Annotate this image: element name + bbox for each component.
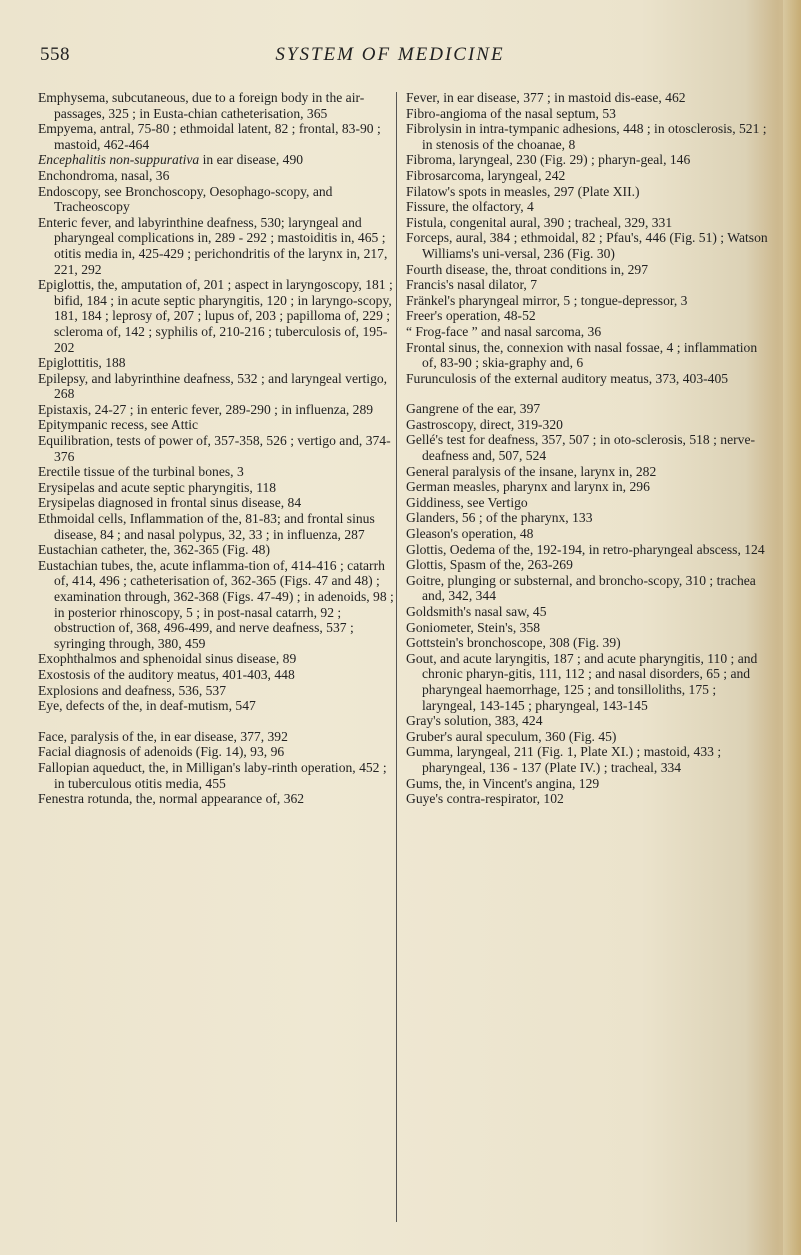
index-entry: Fallopian aqueduct, the, in Milligan's laby-rinth operation, 452 ; in tuberculous otitis media, 455: [38, 759, 387, 791]
index-entry: Enteric fever, and labyrinthine deafness, 530; laryngeal and pharyngeal complications in, 289 - 292 ; mastoiditis in, 465 ; otitis media in, 425-429 ; perichondritis of the larynx in, 217, 221, 292: [38, 214, 388, 277]
index-entry: Encephalitis non-suppurativa in ear disease, 490: [38, 152, 304, 168]
index-entry: Facial diagnosis of adenoids (Fig. 14), 93, 96: [38, 744, 285, 760]
index-entry: Fibro-angioma of the nasal septum, 53: [406, 105, 616, 121]
index-entry: Ethmoidal cells, Inflammation of the, 81-83; and frontal sinus disease, 84 ; and nasal polypus, 32, 33 ; in influenza, 287: [38, 511, 375, 542]
index-entry: Epiglottitis, 188: [38, 355, 126, 371]
index-entry: Explosions and deafness, 536, 537: [38, 682, 227, 698]
running-title: SYSTEM OF MEDICINE: [275, 44, 505, 65]
index-entry: Fibrolysin in intra-tympanic adhesions, 448 ; in otosclerosis, 521 ; in stenosis of the choanae, 8: [406, 121, 767, 152]
index-entry: Francis's nasal dilator, 7: [406, 277, 538, 293]
index-entry: Goldsmith's nasal saw, 45: [406, 604, 547, 619]
index-entry: Erysipelas diagnosed in frontal sinus disease, 84: [38, 495, 302, 511]
index-entry: Fever, in ear disease, 377 ; in mastoid dis-ease, 462: [406, 90, 686, 105]
index-entry: Epistaxis, 24-27 ; in enteric fever, 289-290 ; in influenza, 289: [38, 401, 374, 417]
index-entry: Gleason's operation, 48: [406, 526, 534, 542]
section-gap: [406, 386, 770, 401]
index-entry: Glottis, Spasm of the, 263-269: [406, 557, 573, 573]
index-entry: Gumma, laryngeal, 211 (Fig. 1, Plate XI.) ; mastoid, 433 ; pharyngeal, 136 - 137 (Plate IV.) ; tracheal, 334: [406, 744, 722, 775]
index-entry: “ Frog-face ” and nasal sarcoma, 36: [406, 323, 602, 339]
running-header: [40, 44, 740, 74]
index-entry: Furunculosis of the external auditory meatus, 373, 403-405: [406, 370, 729, 386]
index-entry: Fenestra rotunda, the, normal appearance of, 362: [38, 791, 305, 807]
index-entry: Epitympanic recess, see Attic: [38, 417, 199, 433]
index-entry: Goniometer, Stein's, 358: [406, 619, 541, 635]
index-column-left: [38, 90, 398, 807]
column-divider: [396, 92, 397, 1222]
index-entry: Frontal sinus, the, connexion with nasal fossae, 4 ; inflammation of, 83-90 ; skia-graphy and, 6: [406, 339, 758, 371]
index-entry: Emphysema, subcutaneous, due to a foreign body in the air-passages, 325 ; in Eusta-chian catheterisation, 365: [38, 90, 365, 121]
index-entry: Fourth disease, the, throat conditions in, 297: [406, 261, 649, 277]
index-entry: Epilepsy, and labyrinthine deafness, 532 ; and laryngeal vertigo, 268: [38, 370, 388, 402]
index-entry: Erysipelas and acute septic pharyngitis, 118: [38, 479, 277, 495]
index-entry: Equilibration, tests of power of, 357-358, 526 ; vertigo and, 374-376: [38, 433, 391, 464]
index-entry: Gellé's test for deafness, 357, 507 ; in oto-sclerosis, 518 ; nerve-deafness and, 507, 524: [406, 432, 756, 464]
index-entry: Gangrene of the ear, 397: [406, 401, 541, 417]
page-number: 558: [40, 44, 70, 65]
index-entry: Glottis, Oedema of the, 192-194, in retro-pharyngeal abscess, 124: [406, 541, 765, 557]
index-entry: Fistula, congenital aural, 390 ; tracheal, 329, 331: [406, 214, 673, 230]
index-entry: Exostosis of the auditory meatus, 401-403, 448: [38, 666, 295, 682]
index-entry: Epiglottis, the, amputation of, 201 ; aspect in laryngoscopy, 181 ; bifid, 184 ; in acute septic pharyngitis, 120 ; in laryngo-scopy, 181, 184 ; leprosy of, 207 ; lupus of, 203 ; papilloma of, 229 ; scleroma of, 142 ; syphilis of, 210-216 ; tuberculosis of, 195-202: [38, 277, 393, 355]
index-entry: Giddiness, see Vertigo: [406, 494, 528, 510]
index-entry: Guye's contra-respirator, 102: [406, 791, 564, 807]
index-column-right: [406, 90, 770, 807]
section-gap: [38, 714, 398, 729]
index-entry: Exophthalmos and sphenoidal sinus disease, 89: [38, 651, 297, 667]
index-entry: Fissure, the olfactory, 4: [406, 199, 534, 215]
index-entry: Filatow's spots in measles, 297 (Plate XII.): [406, 183, 640, 199]
index-entry: Gottstein's bronchoscope, 308 (Fig. 39): [406, 635, 621, 651]
index-entry: Eustachian tubes, the, acute inflamma-tion of, 414-416 ; catarrh of, 414, 496 ; catheterisation of, 362-365 (Figs. 47 and 48) ; examination through, 362-368 (Figs. 47-49) ; in adenoids, 98 ; in posterior rhinoscopy, 5 ; in post-nasal catarrh, 92 ; obstruction of, 368, 496-499, and nerve deafness, 537 ; syringing through, 380, 459: [38, 557, 394, 651]
index-entry: Glanders, 56 ; of the pharynx, 133: [406, 510, 593, 526]
index-entry: Gastroscopy, direct, 319-320: [406, 416, 563, 432]
index-entry: Fränkel's pharyngeal mirror, 5 ; tongue-depressor, 3: [406, 292, 688, 308]
index-entry: Endoscopy, see Bronchoscopy, Oesophago-scopy, and Tracheoscopy: [38, 183, 333, 215]
index-entry: Enchondroma, nasal, 36: [38, 167, 170, 183]
index-entry: Gruber's aural speculum, 360 (Fig. 45): [406, 728, 617, 744]
index-entry: Gray's solution, 383, 424: [406, 713, 543, 729]
index-entry: Erectile tissue of the turbinal bones, 3: [38, 464, 244, 480]
index-entry: Gums, the, in Vincent's angina, 129: [406, 775, 600, 791]
index-entry: Forceps, aural, 384 ; ethmoidal, 82 ; Pfau's, 446 (Fig. 51) ; Watson Williams's uni-versal, 236 (Fig. 30): [406, 230, 768, 261]
index-entry: Empyema, antral, 75-80 ; ethmoidal latent, 82 ; frontal, 83-90 ; mastoid, 462-464: [38, 121, 381, 152]
index-entry: Face, paralysis of the, in ear disease, 377, 392: [38, 728, 288, 744]
index-entry: Fibroma, laryngeal, 230 (Fig. 29) ; pharyn-geal, 146: [406, 152, 691, 168]
index-entry: Fibrosarcoma, laryngeal, 242: [406, 167, 566, 183]
page-edge: [783, 0, 801, 1255]
index-entry: Goitre, plunging or substernal, and broncho-scopy, 310 ; trachea and, 342, 344: [406, 572, 756, 604]
index-entry: Eye, defects of the, in deaf-mutism, 547: [38, 698, 256, 714]
index-entry: General paralysis of the insane, larynx in, 282: [406, 463, 657, 479]
index-entry: Eustachian catheter, the, 362-365 (Fig. 48): [38, 542, 270, 558]
index-entry: Gout, and acute laryngitis, 187 ; and acute pharyngitis, 110 ; and chronic pharyn-gitis, 111, 112 ; and nasal disorders, 65 ; and pharyngeal haemorrhage, 125 ; and tonsilloliths, 175 ; laryngeal, 143-145 ; pharyngeal, 143-145: [406, 650, 758, 713]
index-entry: Freer's operation, 48-52: [406, 308, 536, 324]
index-entry: German measles, pharynx and larynx in, 296: [406, 479, 650, 495]
